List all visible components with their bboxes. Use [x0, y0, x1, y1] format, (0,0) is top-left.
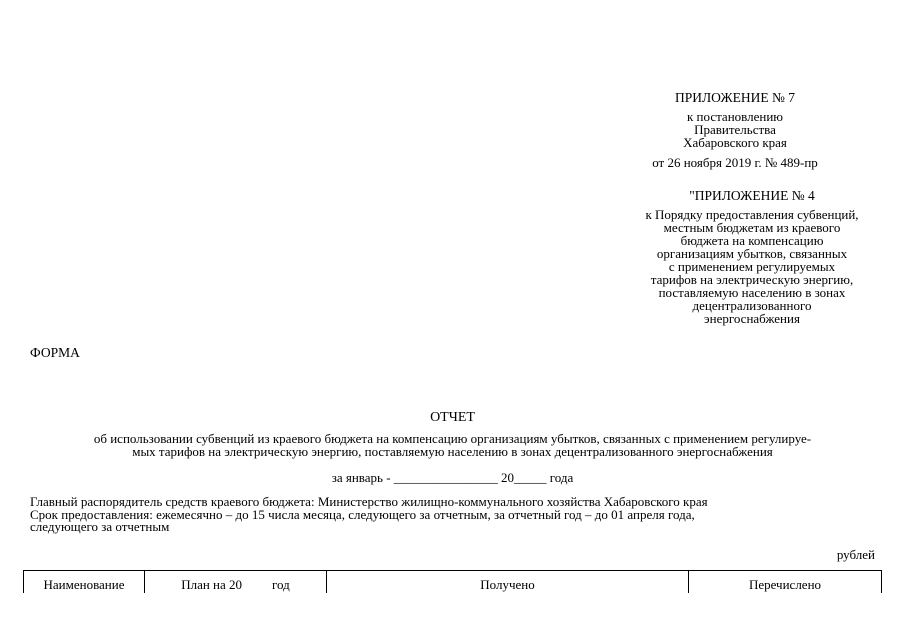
report-info [30, 496, 708, 534]
appendix-4-title: "ПРИЛОЖЕНИЕ № 4 [689, 188, 815, 203]
deadline-line: Срок предоставления: ежемесячно – до 15 числа месяца, следующего за отчетным, за отчетный год – до 01 апреля года, [30, 506, 695, 522]
column-header-transferred: Перечислено [689, 571, 882, 594]
report-title: ОТЧЕТ [430, 410, 475, 425]
appendix-7-line: к постановлению [686, 109, 784, 124]
column-header-name: Наименование [24, 571, 145, 594]
report-subtitle-line: мых тарифов на электрическую энергию, поставляемую населению в зонах децентрализованного энергоснабжения [132, 444, 773, 459]
appendix-4-line: местным бюджетам из краевого [663, 220, 841, 235]
column-header-received: Получено [327, 571, 689, 594]
deadline-line-continued: следующего за отчетным [30, 519, 170, 534]
appendix-4-line: к Порядку предоставления субвенций, [645, 207, 859, 222]
appendix-4-line: тарифов на электрическую энергию, [650, 272, 854, 287]
chief-administrator-line: Главный распорядитель средств краевого бюджета: Министерство жилищно-коммунального хозяйства Хабаровского края [30, 494, 708, 509]
appendix-7-line: Хабаровского края [683, 135, 787, 150]
appendix-4-line: с применением регулируемых [668, 259, 836, 274]
column-header-plan [145, 571, 327, 594]
appendix-4-block [612, 189, 892, 325]
report-subtitle [20, 432, 885, 458]
form-label: ФОРМА [30, 345, 80, 360]
appendix-4-line: децентрализованного [692, 298, 812, 313]
appendix-7-date: от 26 ноября 2019 г. № 489-пр [652, 155, 818, 170]
appendix-7-block [630, 91, 840, 169]
appendix-7-title: ПРИЛОЖЕНИЕ № 7 [674, 90, 796, 105]
appendix-4-line: организациям убытков, связанных [656, 246, 848, 261]
column-header-plan-suffix: год [272, 577, 290, 592]
report-subtitle-line: об использовании субвенций из краевого бюджета на компенсацию организациям убытков, связанных с применением регулируе- [93, 431, 812, 446]
table-header-row [24, 571, 882, 594]
appendix-4-line: энергоснабжения [704, 311, 800, 326]
appendix-7-line: Правительства [694, 122, 776, 137]
appendix-4-line: поставляемую населению в зонах [658, 285, 846, 300]
units-label: рублей [836, 547, 875, 562]
report-table [23, 570, 882, 593]
column-header-plan-prefix: План на 20 [181, 577, 243, 592]
report-period: за январь - ________________ 20_____ года [331, 470, 574, 485]
appendix-4-line: бюджета на компенсацию [680, 233, 824, 248]
